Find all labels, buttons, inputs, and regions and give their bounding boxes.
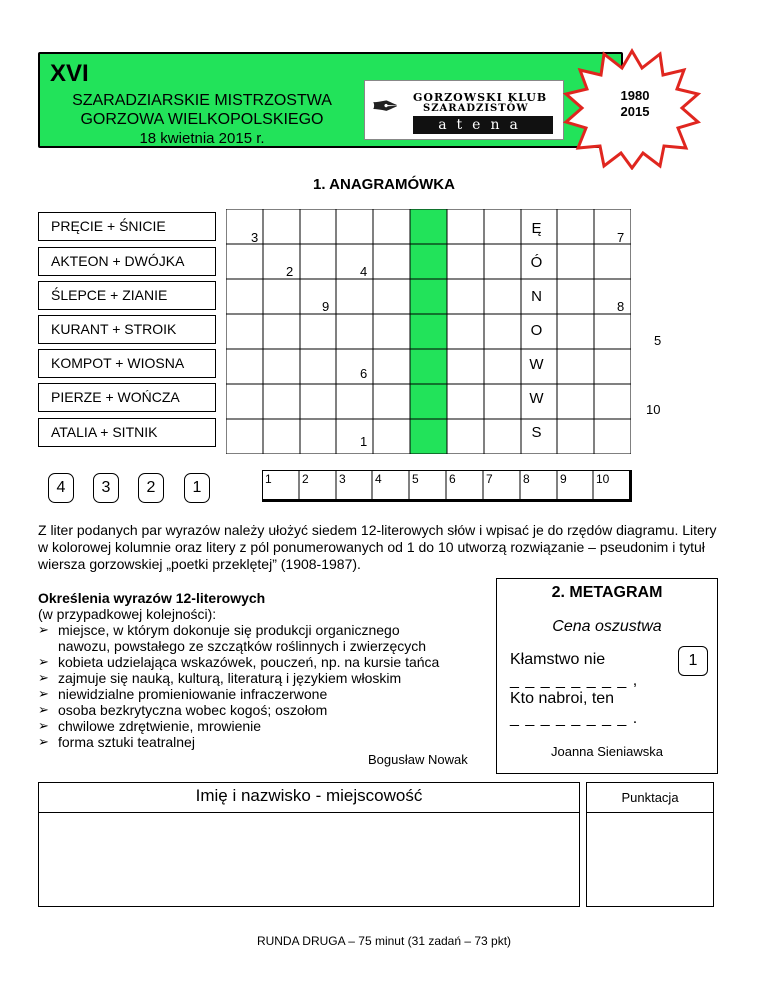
given-letter-4: O [530,322,543,339]
counter-box: 4 [48,473,74,503]
pair-4: KURANT + STROIK [38,315,216,344]
strip-number: 2 [302,472,309,486]
cell-number: 8 [617,299,625,314]
cell-number: 1 [360,434,368,449]
pair-6: PIERZE + WOŃCZA [38,383,216,412]
definition-item: ➢ forma sztuki teatralnej [38,734,478,750]
metagram-blank2[interactable]: _ _ _ _ _ _ _ _ . [510,710,639,727]
metagram-line1: Kłamstwo nie [510,651,606,668]
anagram-title: 1. ANAGRAMÓWKA [313,176,455,193]
strip-number: 6 [449,472,456,486]
strip-number: 5 [412,472,419,486]
year-end: 2015 [620,104,650,119]
given-letter-2: Ó [530,254,543,271]
pair-3: ŚLEPCE + ZIANIE [38,281,216,310]
club-logo [364,80,564,140]
cell-number: 9 [322,299,330,314]
pair-7: ATALIA + SITNIK [38,418,216,447]
metagram-blank1[interactable]: _ _ _ _ _ _ _ _ , [510,672,639,689]
score-label: Punktacja [621,790,679,805]
anniversary-years [600,88,670,120]
definition-item: ➢ kobieta udzielająca wskazówek, pouczeń, np. na kursie tańca [38,654,478,670]
header-date: 18 kwietnia 2015 r. [139,130,265,147]
strip-number: 8 [523,472,530,486]
logo-text-line3: atena [413,116,553,134]
metagram-line2: Kto nabroi, ten [510,690,615,707]
logo-text-line1: GORZOWSKI KLUB [413,91,548,104]
definition-item: ➢ zajmuje się nauką, kulturą, literaturą i językiem włoskim [38,670,478,686]
cell-number: 7 [617,230,625,245]
anagram-author: Bogusław Nowak [368,752,468,767]
given-letter-1: Ę [531,220,542,237]
definitions-note: (w przypadkowej kolejności): [38,606,217,622]
definitions-heading: Określenia wyrazów 12-literowych [38,590,266,606]
counter-box: 1 [184,473,210,503]
metagram-title: 2. METAGRAM [551,584,663,601]
highlight-column [410,209,447,454]
given-letter-3: N [531,288,542,305]
definition-item: ➢ niewidzialne promieniowanie infraczerwone [38,686,478,702]
given-letter-6: W [529,390,544,407]
strip-number: 1 [265,472,272,486]
definition-item: ➢ osoba bezkrytyczna wobec kogoś; oszołom [38,702,478,718]
footer-text: RUNDA DRUGA – 75 minut (31 zadań – 73 pkt) [256,934,512,948]
header-title-line1: SZARADZIARSKIE MISTRZOSTWA [72,92,332,109]
pair-1: PRĘCIE + ŚNICIE [38,212,216,241]
cell-number: 4 [360,264,368,279]
cell-number: 3 [251,230,259,245]
given-letter-7: S [531,424,542,441]
definition-item-continued: nawozu, powstałego ze szczątków roślinnych i zwierzęcych [58,638,427,654]
name-divider [38,812,580,813]
given-letter-5: W [529,356,544,373]
quill-icon: ✒ [371,87,400,127]
metagram-subtitle: Cena oszustwa [552,618,662,635]
definition-item: ➢ chwilowe zdrętwienie, mrowienie [38,718,478,734]
strip-number: 10 [596,472,610,486]
score-divider [586,812,714,813]
instructions-text: Z liter podanych par wyrazów należy ułożyć siedem 12-literowych słów i wpisać je do rzędów diagramu. Litery w kolorowej kolumnie oraz litery z pól ponumerowanych od 1 do 10 utworzą rozwiązanie – pseudonim i tytuł wiersza gorzowskiej „poetki przeklętej” (1908-1987). [38,522,717,572]
cell-number: 5 [654,333,662,348]
anagram-grid[interactable] [226,209,631,454]
name-label: Imię i nazwisko - miejscowość [195,786,423,805]
definition-item: ➢ miejsce, w którym dokonuje się produkcji organicznego [38,622,478,638]
pair-2: AKTEON + DWÓJKA [38,247,216,276]
cell-number: 10 [646,402,661,417]
strip-number: 9 [560,472,567,486]
header-title-line2: GORZOWA WIELKOPOLSKIEGO [80,111,324,128]
metagram-badge: 1 [678,646,708,676]
definitions-list [38,590,478,750]
pair-5: KOMPOT + WIOSNA [38,349,216,378]
edition-number: XVI [50,60,89,87]
strip-number: 3 [339,472,346,486]
solution-strip[interactable] [262,470,632,502]
metagram-author: Joanna Sieniawska [550,744,664,759]
counter-box: 2 [138,473,164,503]
strip-number: 4 [375,472,382,486]
counter-box: 3 [93,473,119,503]
logo-text-line2: SZARADZISTÓW [423,103,529,114]
strip-number: 7 [486,472,493,486]
cell-number: 6 [360,366,368,381]
year-start: 1980 [620,88,650,103]
solution-strip-dividers [262,470,632,502]
cell-number: 2 [286,264,294,279]
